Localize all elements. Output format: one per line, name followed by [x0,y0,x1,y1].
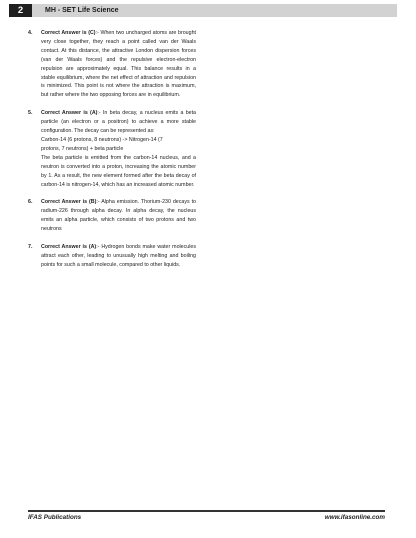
answer-number: 7. [28,244,33,251]
answer-lead: Correct Answer is (A) [41,244,97,251]
answer-number: 6. [28,199,33,206]
footer-divider [28,510,385,512]
footer-publisher: IFAS Publications [28,514,82,521]
answer-item-5 [28,109,196,189]
answer-list [28,29,196,279]
reaction-line: Carbon-14 (6 protons, 8 neutrons) -> Nitrogen-14 (7 [41,136,163,143]
answer-explanation: :- Hydrogen bonds make water molecules attract each other, leading to unusually high melting and boiling points for such a small molecule, compared to other liquids. [41,244,196,268]
reaction-line: protons, 7 neutrons) + beta particle [41,145,124,152]
answer-item-7 [28,243,196,270]
answer-number: 5. [28,110,33,117]
book-title: MH - SET Life Science [45,7,119,14]
answer-lead: Correct Answer is (B) [41,199,97,206]
answer-explanation-continued: The beta particle is emitted from the carbon-14 nucleus, and a neutron is converted into a proton, increasing the atomic number by 1. As a result, the new element formed after the beta decay of carbon-14 is nitrogen-14, which has an increased atomic number. [41,154,196,188]
footer-website: www.ifasonline.com [324,514,385,521]
answer-item-6 [28,198,196,234]
answer-lead: Correct Answer is (C) [41,30,96,36]
answer-lead: Correct Answer is (A) [41,110,98,117]
answer-explanation: :- Alpha emission. Thorium-230 decays to radium-226 through alpha decay. In alpha decay, the nucleus emits an alpha particle, which consists of two protons and two neutrons [41,199,196,233]
answer-explanation: :- When two uncharged atoms are brought very close together, they reach a point called van der Waals contact. At this distance, the attractive London dispersion forces (van der Waals forces) and the repulsive electron-electron repulsion are approximately equal. This balance results in a stable equilibrium, where the net effect of attraction and repulsion is minimized. This point is not where the attraction is maximum, but rather where the two opposing forces are in equilibrium. [41,30,196,99]
answer-item-4 [28,29,196,100]
answer-number: 4. [28,30,33,36]
answer-explanation: :- In beta decay, a nucleus emits a beta particle (an electron or a positron) to achieve a more stable configuration. The decay can be represented as: [41,110,197,135]
page-header [9,4,397,17]
page-number: 2 [9,4,32,17]
